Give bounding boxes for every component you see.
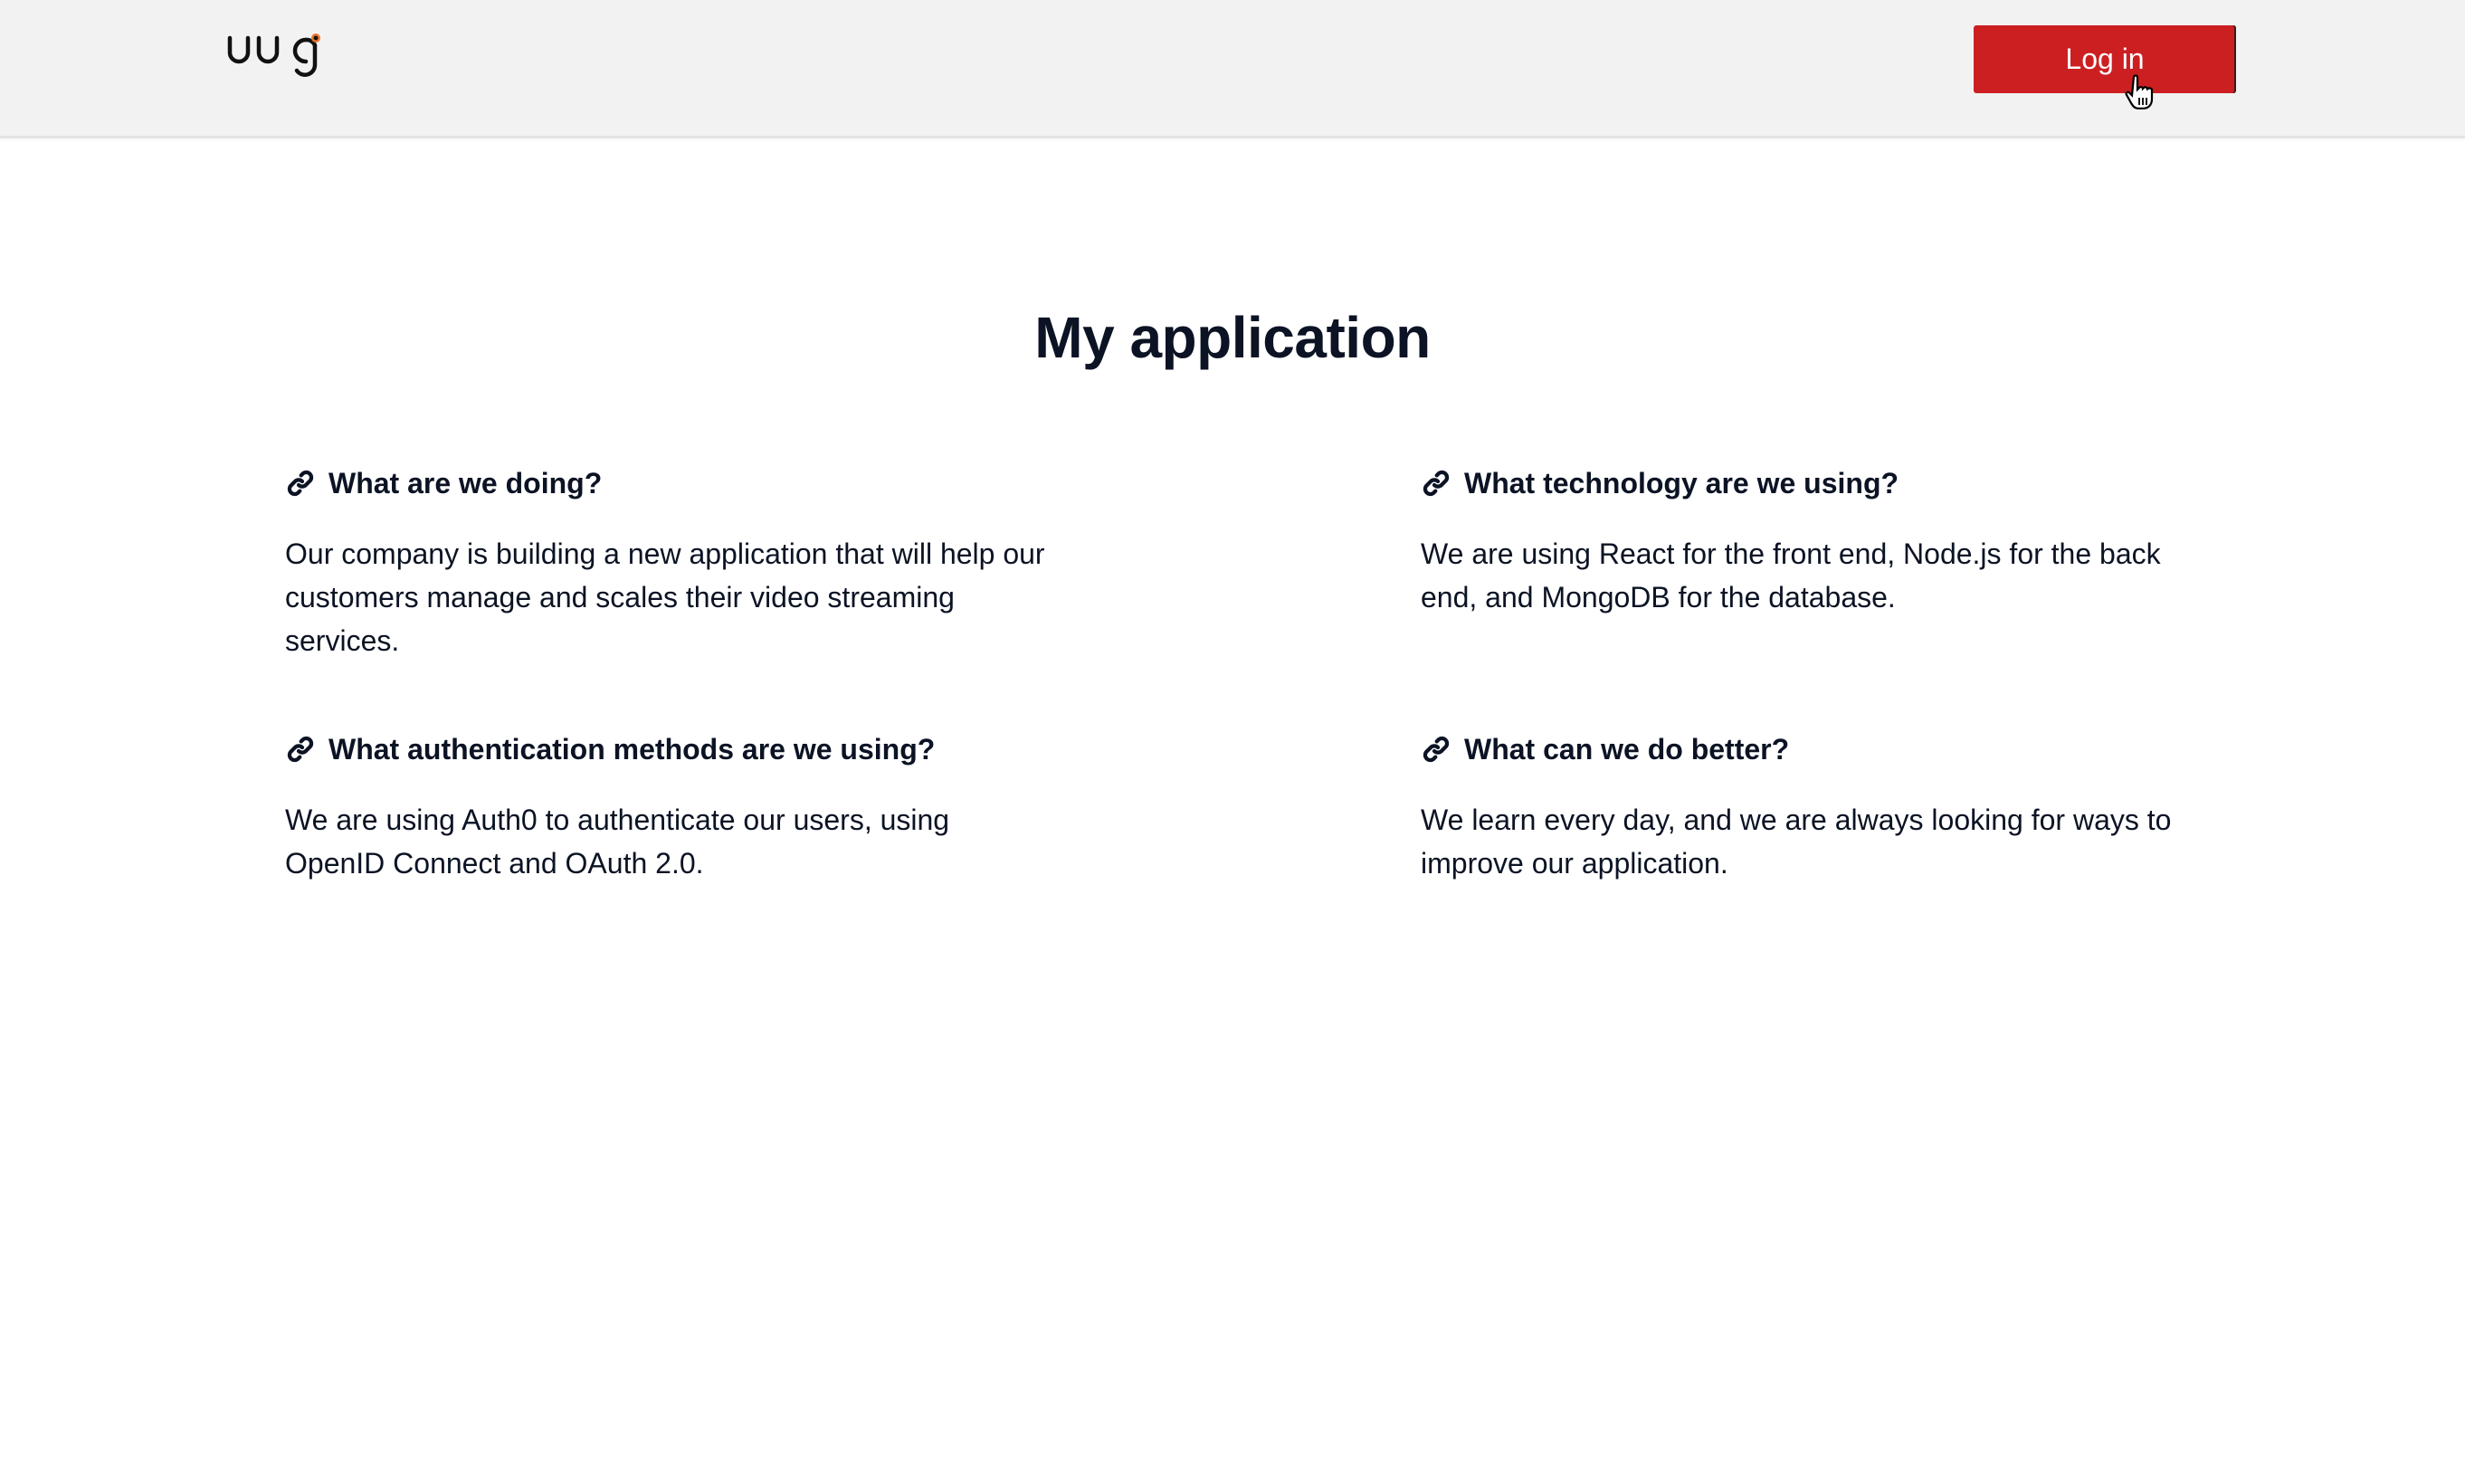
hand-pointer-cursor-icon [2125,74,2156,112]
section-body: Our company is building a new application that will help our customers manage and scales their video streaming services. [285,537,1045,657]
uug-logo[interactable] [226,33,326,81]
section-body: We learn every day, and we are always looking for ways to improve our application. [1421,804,2172,880]
section-authentication [285,731,1063,885]
section-heading [1421,465,2199,501]
section-heading [285,731,1063,767]
link-icon[interactable] [1421,734,1451,765]
section-body: We are using React for the front end, Node.js for the back end, and MongoDB for the database. [1421,537,2161,614]
link-icon[interactable] [285,468,316,499]
section-heading [1421,731,2199,767]
page-title: My application [1034,305,1431,370]
section-heading [285,465,1063,501]
section-do-better [1421,731,2199,885]
section-technology [1421,465,2199,619]
section-heading-text: What authentication methods are we using? [328,732,936,766]
section-what-are-we-doing [285,465,1063,662]
login-button[interactable]: Log in [1974,25,2236,93]
top-nav-bar [0,0,2465,138]
link-icon[interactable] [285,734,316,765]
section-heading-text: What technology are we using? [1464,466,1899,499]
section-heading-text: What can we do better? [1464,732,1790,766]
section-body: We are using Auth0 to authenticate our users, using OpenID Connect and OAuth 2.0. [285,804,950,880]
link-icon[interactable] [1421,468,1451,499]
section-heading-text: What are we doing? [328,466,603,499]
